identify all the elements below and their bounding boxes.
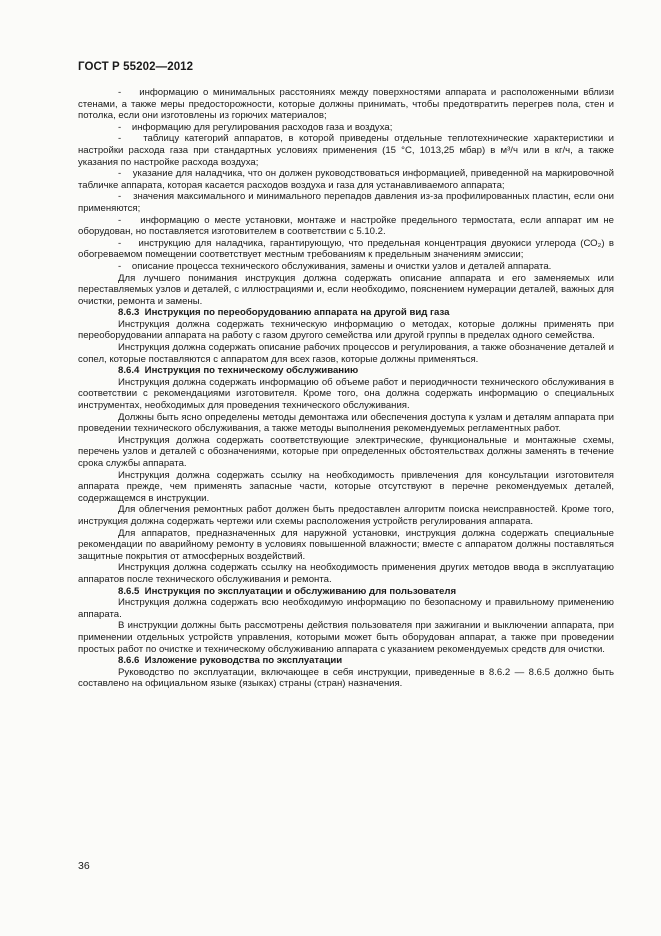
paragraph: В инструкции должны быть рассмотрены действия пользователя при зажигании и выключении аппарата, при применении отдельных устройств управления, которыми может быть оборудован аппарат, а также при проведении простых работ по очистке и техническому обслуживанию аппарата с указанием рекомендуемых средств для очистки. [78,620,614,655]
document-header: ГОСТ Р 55202—2012 [78,61,194,73]
list-item: - таблицу категорий аппаратов, в которой приведены отдельные теплотехнические характеристики и настройки расхода газа при стандартных условиях применения (15 °С, 1013,25 мбар) в м³/ч или в кг/ч, а также указания по настройке расхода воздуха; [78,133,614,168]
list-item: - информацию для регулирования расходов газа и воздуха; [118,121,393,133]
paragraph: Инструкция должна содержать информацию об объеме работ и периодичности технического обслуживания в соответствии с рекомендациями изготовителя. Кроме того, она должна содержать информацию о специальных инструментах, необходимых для проведения технического обслуживания. [78,376,614,412]
document-body [78,87,614,690]
list-item: - информацию о месте установки, монтаже и настройке предельного термостата, если аппарат им не оборудован, но поставляется изготовителем в соответствии с 5.10.2. [78,214,614,238]
paragraph: Инструкция должна содержать соответствующие электрические, функциональные и монтажные схемы, перечень узлов и деталей с обозначениями, которые при определенных обстоятельствах должны заменять в течение срока службы аппарата. [78,434,614,469]
list-item: - значения максимального и минимального перепадов давления из-за профилированных пластин, если они применяются; [78,191,614,214]
paragraph: Для лучшего понимания инструкция должна содержать описание аппарата и его заменяемых или переставляемых узлов и деталей, с иллюстрациями и, если необходимо, пояснением нумерации деталей, важных для очистки, ремонта и замены. [78,272,614,307]
paragraph: Для облегчения ремонтных работ должен быть предоставлен алгоритм поиска неисправностей. Кроме того, инструкция должна содержать чертежи или схемы расположения устройств регулирования аппарата. [78,504,614,527]
paragraph: Инструкция должна содержать техническую информацию о методах, которые должны применять при переоборудовании аппарата на работу с газом другого семейства или другой группы в пределах одного семейства. [78,318,614,342]
section-heading: 8.6.6 Изложение руководства по эксплуатации [118,655,343,667]
section-heading: 8.6.4 Инструкция по техническому обслуживанию [118,365,359,377]
paragraph: Инструкция должна содержать всю необходимую информацию по безопасному и правильному применению аппарата. [78,597,614,620]
list-item: - указание для наладчика, что он должен руководствоваться информацией, приведенной на маркировочной табличке аппарата, которая касается расходов воздуха и газа для устанавливаемого аппарата; [78,168,614,191]
paragraph: Руководство по эксплуатации, включающее в себя инструкции, приведенные в 8.6.2 — 8.6.5 должно быть составлено на официальном языке (языках) страны (стран) назначения. [78,666,614,690]
paragraph: Инструкция должна содержать ссылку на необходимость применения других методов ввода в эксплуатацию аппаратов после технического обслуживания и ремонта. [78,562,614,585]
list-item: - информацию о минимальных расстояниях между поверхностями аппарата и расположенными вблизи стенами, а также меры предосторожности, которые должны принимать, чтобы предотвратить перегрев пола, стен и потолка, если они изготовлены из горючих материалов; [78,87,614,122]
section-heading: 8.6.3 Инструкция по переоборудованию аппарата на другой вид газа [118,307,450,319]
list-item: - инструкцию для наладчика, гарантирующую, что предельная концентрация двуокиси углерода (СО₂) в обогреваемом помещении соответствует местным требованиям к предельным значениям эмиссии; [78,237,614,261]
paragraph: Для аппаратов, предназначенных для наружной установки, инструкция должна содержать специальные рекомендации по аварийному ремонту в условиях повышенной влажности; вместе с аппаратом должны поставляться защитные покрытия от атмосферных воздействий. [78,527,614,562]
paragraph: Должны быть ясно определены методы демонтажа или обеспечения доступа к узлам и деталям аппарата при проведении технического обслуживания, а также методы выполнения рекомендуемых регламентных работ. [78,411,614,435]
page-number: 36 [78,860,90,872]
section-heading: 8.6.5 Инструкция по эксплуатации и обслуживанию для пользователя [118,585,457,597]
paragraph: Инструкция должна содержать ссылку на необходимость привлечения для консультации изготовителя аппарата прежде, чем применять запасные части, которые отсутствуют в перечне рекомендуемых деталей, содержащемся в инструкции. [78,469,614,504]
paragraph: Инструкция должна содержать описание рабочих процессов и регулирования, а также обозначение деталей и сопел, которые поставляются с аппаратом для всех газов, которые должны применяться. [78,342,614,365]
list-item: - описание процесса технического обслуживания, замены и очистки узлов и деталей аппарата. [118,260,552,272]
